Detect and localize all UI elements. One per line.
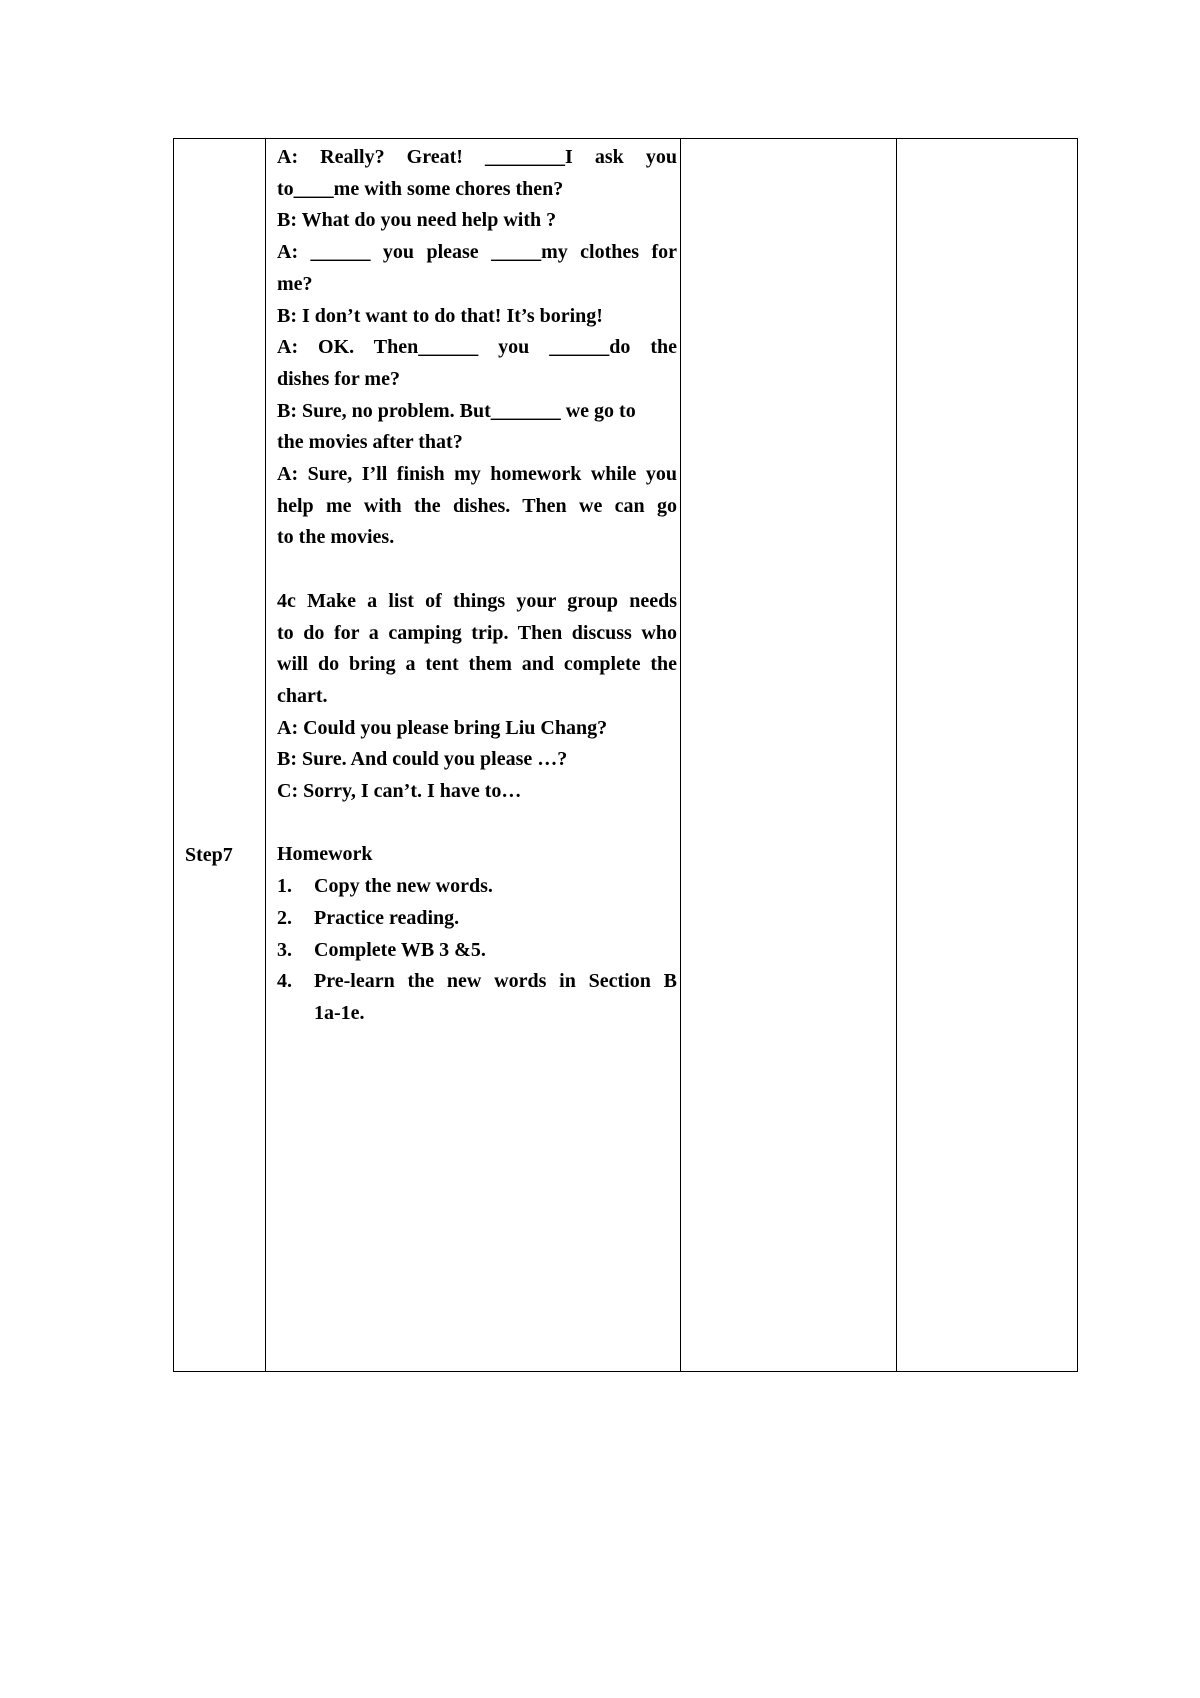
column-divider: [265, 139, 266, 1371]
task-4c-line: to do for a camping trip. Then discuss who: [277, 621, 677, 644]
dialogue-line: me?: [277, 272, 313, 295]
list-number: 3.: [277, 938, 292, 961]
dialogue-line: A: OK. Then______ you ______do the: [277, 336, 677, 359]
lesson-content-cell: [277, 142, 677, 1030]
list-item: [277, 966, 677, 998]
list-item: [277, 935, 677, 967]
list-text: Copy the new words.: [314, 875, 493, 898]
list-text: Practice reading.: [314, 906, 460, 929]
column-divider: [896, 139, 897, 1371]
dialogue-line: to____me with some chores then?: [277, 177, 564, 200]
task-4c-line: chart.: [277, 684, 328, 707]
list-text: 1a-1e.: [314, 1001, 365, 1024]
list-item: [277, 871, 677, 903]
example-line: C: Sorry, I can’t. I have to…: [277, 780, 522, 803]
step-label: Step7: [185, 844, 233, 866]
list-number: 2.: [277, 906, 292, 929]
homework-list: [277, 871, 677, 1030]
dialogue-line: B: What do you need help with ?: [277, 209, 557, 232]
example-line: B: Sure. And could you please …?: [277, 748, 568, 771]
dialogue-line: B: I don’t want to do that! It’s boring!: [277, 304, 603, 327]
dialogue-line: the movies after that?: [277, 431, 463, 454]
task-4c-line: 4c Make a list of things your group needs: [277, 589, 677, 612]
list-text: Complete WB 3 &5.: [314, 938, 486, 961]
dialogue-line: dishes for me?: [277, 367, 400, 390]
lesson-plan-table: [173, 138, 1078, 1372]
list-number: 4.: [277, 970, 292, 993]
list-number: 1.: [277, 875, 292, 898]
dialogue-line: help me with the dishes. Then we can go: [277, 494, 677, 517]
list-item: [277, 903, 677, 935]
dialogue-line: A: ______ you please _____my clothes for: [277, 241, 677, 264]
dialogue-line: A: Sure, I’ll finish my homework while you: [277, 463, 677, 486]
dialogue-line: A: Really? Great! ________I ask you: [277, 146, 677, 168]
column-divider: [680, 139, 681, 1371]
dialogue-line: to the movies.: [277, 526, 395, 549]
list-item-continuation: [277, 998, 677, 1030]
task-4c-line: will do bring a tent them and complete the: [277, 653, 677, 676]
list-text: Pre-learn the new words in Section B: [314, 970, 677, 993]
homework-title: Homework: [277, 843, 373, 866]
example-line: A: Could you please bring Liu Chang?: [277, 716, 608, 739]
dialogue-line: B: Sure, no problem. But_______ we go to: [277, 399, 636, 422]
